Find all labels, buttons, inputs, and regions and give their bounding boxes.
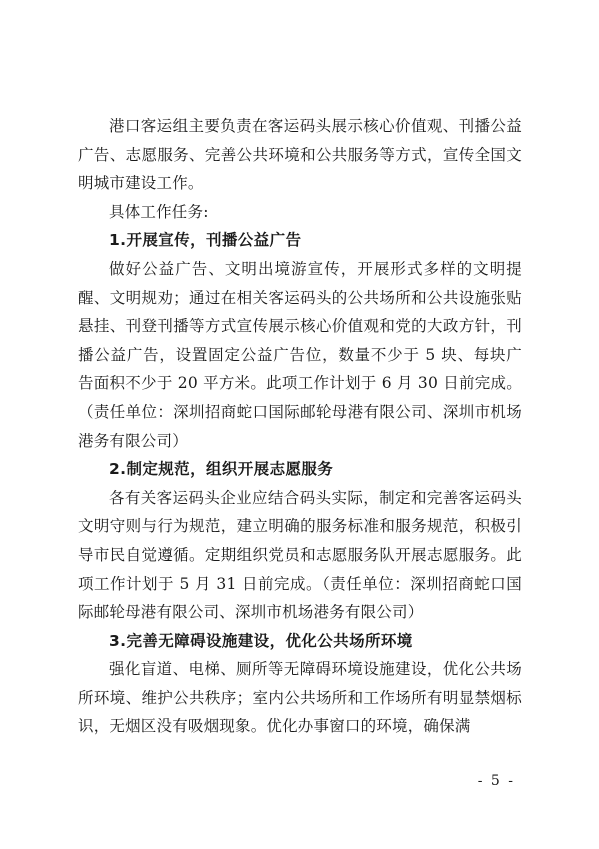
section-paragraph-3: 强化盲道、电梯、厕所等无障碍环境设施建设，优化公共场所环境、维护公共秩序；室内公共场所和工作场所有明显禁烟标识，无烟区没有吸烟现象。优化办事窗口的环境，确保满 xyxy=(78,660,522,736)
section-heading-2: 2.制定规范，组织开展志愿服务 xyxy=(109,460,334,479)
document-body xyxy=(78,112,522,741)
task-list-intro: 具体工作任务: xyxy=(109,202,209,221)
page-number: - 5 - xyxy=(477,773,515,789)
section-paragraph-2: 各有关客运码头企业应结合码头实际，制定和完善客运码头文明守则与行为规范，建立明确的服务标准和服务规范，积极引导市民自觉遵循。定期组织党员和志愿服务队开展志愿服务。此项工作计划于 5 月 31 日前完成。（责任单位：深圳招商蛇口国际邮轮母港有限公司、深圳市机场港务有限公司） xyxy=(78,488,522,622)
section-heading-1: 1.开展宣传，刊播公益广告 xyxy=(109,231,302,250)
section-heading-3: 3.完善无障碍设施建设，优化公共场所环境 xyxy=(109,631,413,650)
section-paragraph-1: 做好公益广告、文明出境游宣传，开展形式多样的文明提醒、文明规劝；通过在相关客运码头的公共场所和公共设施张贴悬挂、刊登刊播等方式宣传展示核心价值观和党的大政方针，刊播公益广告，设置固定公益广告位，数量不少于 5 块、每块广告面积不少于 20 平方米。此项工作计划于 6 月 30 日前完成。（责任单位：深圳招商蛇口国际邮轮母港有限公司、深圳市机场港务有限公司） xyxy=(78,259,522,450)
intro-paragraph: 港口客运组主要负责在客运码头展示核心价值观、刊播公益广告、志愿服务、完善公共环境和公共服务等方式，宣传全国文明城市建设工作。 xyxy=(78,117,522,193)
